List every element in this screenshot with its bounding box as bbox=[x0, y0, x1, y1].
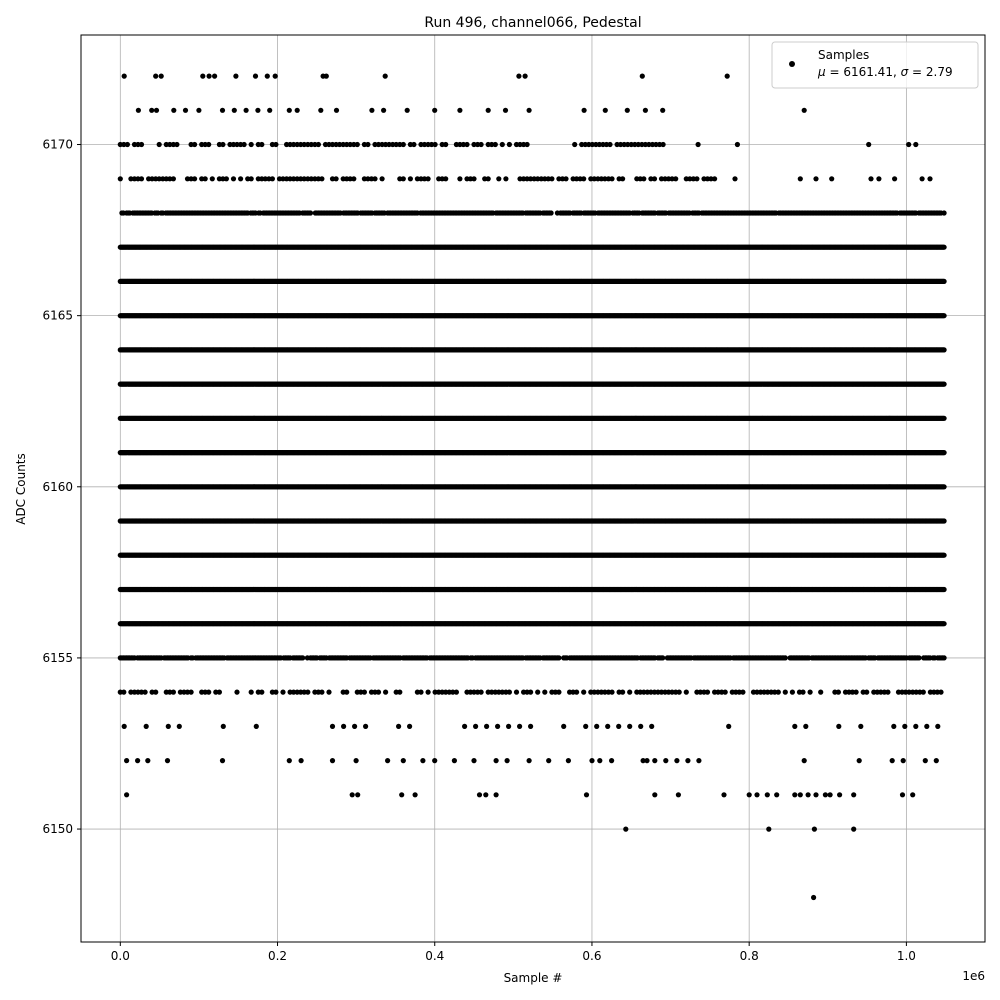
data-point bbox=[196, 108, 201, 113]
data-point bbox=[527, 108, 532, 113]
data-point bbox=[232, 108, 237, 113]
data-point bbox=[139, 176, 144, 181]
data-point bbox=[942, 347, 947, 352]
data-point bbox=[372, 176, 377, 181]
data-point bbox=[643, 108, 648, 113]
data-point bbox=[192, 176, 197, 181]
data-point bbox=[171, 176, 176, 181]
data-point bbox=[942, 279, 947, 284]
data-point bbox=[433, 142, 438, 147]
data-point bbox=[725, 74, 730, 79]
data-point bbox=[549, 176, 554, 181]
data-point bbox=[365, 142, 370, 147]
data-point bbox=[401, 142, 406, 147]
data-point bbox=[381, 108, 386, 113]
data-point bbox=[426, 176, 431, 181]
data-point bbox=[319, 176, 324, 181]
data-point bbox=[913, 142, 918, 147]
data-point bbox=[118, 176, 123, 181]
data-point bbox=[813, 176, 818, 181]
data-point bbox=[408, 176, 413, 181]
data-point bbox=[457, 108, 462, 113]
data-point bbox=[503, 108, 508, 113]
data-point bbox=[238, 176, 243, 181]
data-point bbox=[496, 176, 501, 181]
data-point bbox=[486, 176, 491, 181]
data-point bbox=[696, 142, 701, 147]
data-point bbox=[802, 108, 807, 113]
data-point bbox=[231, 176, 236, 181]
data-point bbox=[183, 108, 188, 113]
data-point bbox=[609, 176, 614, 181]
data-point bbox=[334, 176, 339, 181]
data-point bbox=[892, 176, 897, 181]
data-point bbox=[652, 176, 657, 181]
data-point bbox=[507, 142, 512, 147]
data-point bbox=[273, 142, 278, 147]
data-point bbox=[334, 108, 339, 113]
data-point bbox=[516, 74, 521, 79]
data-point bbox=[273, 74, 278, 79]
data-point bbox=[942, 245, 947, 250]
data-point bbox=[661, 142, 666, 147]
data-point bbox=[244, 108, 249, 113]
data-point bbox=[174, 142, 179, 147]
data-point bbox=[242, 142, 247, 147]
data-point bbox=[324, 74, 329, 79]
data-point bbox=[549, 210, 554, 215]
data-point bbox=[259, 142, 264, 147]
data-point bbox=[523, 74, 528, 79]
data-point bbox=[253, 74, 258, 79]
data-point bbox=[486, 108, 491, 113]
data-point bbox=[220, 142, 225, 147]
data-point bbox=[625, 108, 630, 113]
data-point bbox=[457, 176, 462, 181]
data-point bbox=[224, 176, 229, 181]
data-point bbox=[220, 108, 225, 113]
data-point bbox=[192, 142, 197, 147]
data-point bbox=[308, 210, 313, 215]
data-point bbox=[401, 176, 406, 181]
data-point bbox=[942, 313, 947, 318]
data-point bbox=[295, 108, 300, 113]
data-point bbox=[503, 176, 508, 181]
data-point bbox=[471, 176, 476, 181]
data-point bbox=[212, 74, 217, 79]
data-point bbox=[868, 176, 873, 181]
data-point bbox=[206, 142, 211, 147]
data-point bbox=[694, 176, 699, 181]
data-point bbox=[942, 210, 947, 215]
data-point bbox=[233, 74, 238, 79]
data-point bbox=[732, 176, 737, 181]
data-point bbox=[660, 108, 665, 113]
data-point bbox=[927, 176, 932, 181]
data-point bbox=[920, 176, 925, 181]
data-point bbox=[798, 176, 803, 181]
data-point bbox=[500, 142, 505, 147]
data-point bbox=[139, 142, 144, 147]
data-point bbox=[355, 142, 360, 147]
data-point bbox=[249, 142, 254, 147]
data-point bbox=[157, 142, 162, 147]
data-point bbox=[673, 176, 678, 181]
data-point bbox=[493, 142, 498, 147]
data-point bbox=[380, 176, 385, 181]
data-point bbox=[210, 176, 215, 181]
data-point bbox=[405, 108, 410, 113]
data-point bbox=[563, 176, 568, 181]
data-point bbox=[620, 176, 625, 181]
data-point bbox=[270, 176, 275, 181]
data-point bbox=[153, 74, 158, 79]
data-point bbox=[443, 142, 448, 147]
data-point bbox=[265, 74, 270, 79]
data-point bbox=[149, 108, 154, 113]
data-point bbox=[464, 142, 469, 147]
data-point bbox=[906, 142, 911, 147]
data-point bbox=[582, 108, 587, 113]
data-point bbox=[411, 142, 416, 147]
data-point bbox=[200, 74, 205, 79]
data-point bbox=[603, 108, 608, 113]
data-point bbox=[479, 142, 484, 147]
data-point bbox=[318, 108, 323, 113]
data-point bbox=[829, 176, 834, 181]
data-point bbox=[712, 176, 717, 181]
data-point bbox=[876, 176, 881, 181]
data-point bbox=[866, 142, 871, 147]
data-point bbox=[125, 142, 130, 147]
data-point bbox=[432, 108, 437, 113]
data-point bbox=[171, 108, 176, 113]
data-point bbox=[207, 74, 212, 79]
data-point bbox=[122, 74, 127, 79]
data-point bbox=[443, 176, 448, 181]
data-point bbox=[154, 108, 159, 113]
data-point bbox=[581, 176, 586, 181]
data-point bbox=[383, 74, 388, 79]
data-point bbox=[136, 108, 141, 113]
data-point bbox=[159, 74, 164, 79]
data-point bbox=[316, 142, 321, 147]
data-point bbox=[249, 176, 254, 181]
data-point bbox=[641, 176, 646, 181]
data-point bbox=[255, 108, 260, 113]
data-point bbox=[735, 142, 740, 147]
data-point bbox=[287, 108, 292, 113]
data-point bbox=[203, 176, 208, 181]
data-point bbox=[607, 142, 612, 147]
data-point bbox=[267, 108, 272, 113]
data-point bbox=[351, 176, 356, 181]
data-point bbox=[640, 74, 645, 79]
data-point bbox=[572, 142, 577, 147]
data-point bbox=[525, 142, 530, 147]
data-point bbox=[369, 108, 374, 113]
